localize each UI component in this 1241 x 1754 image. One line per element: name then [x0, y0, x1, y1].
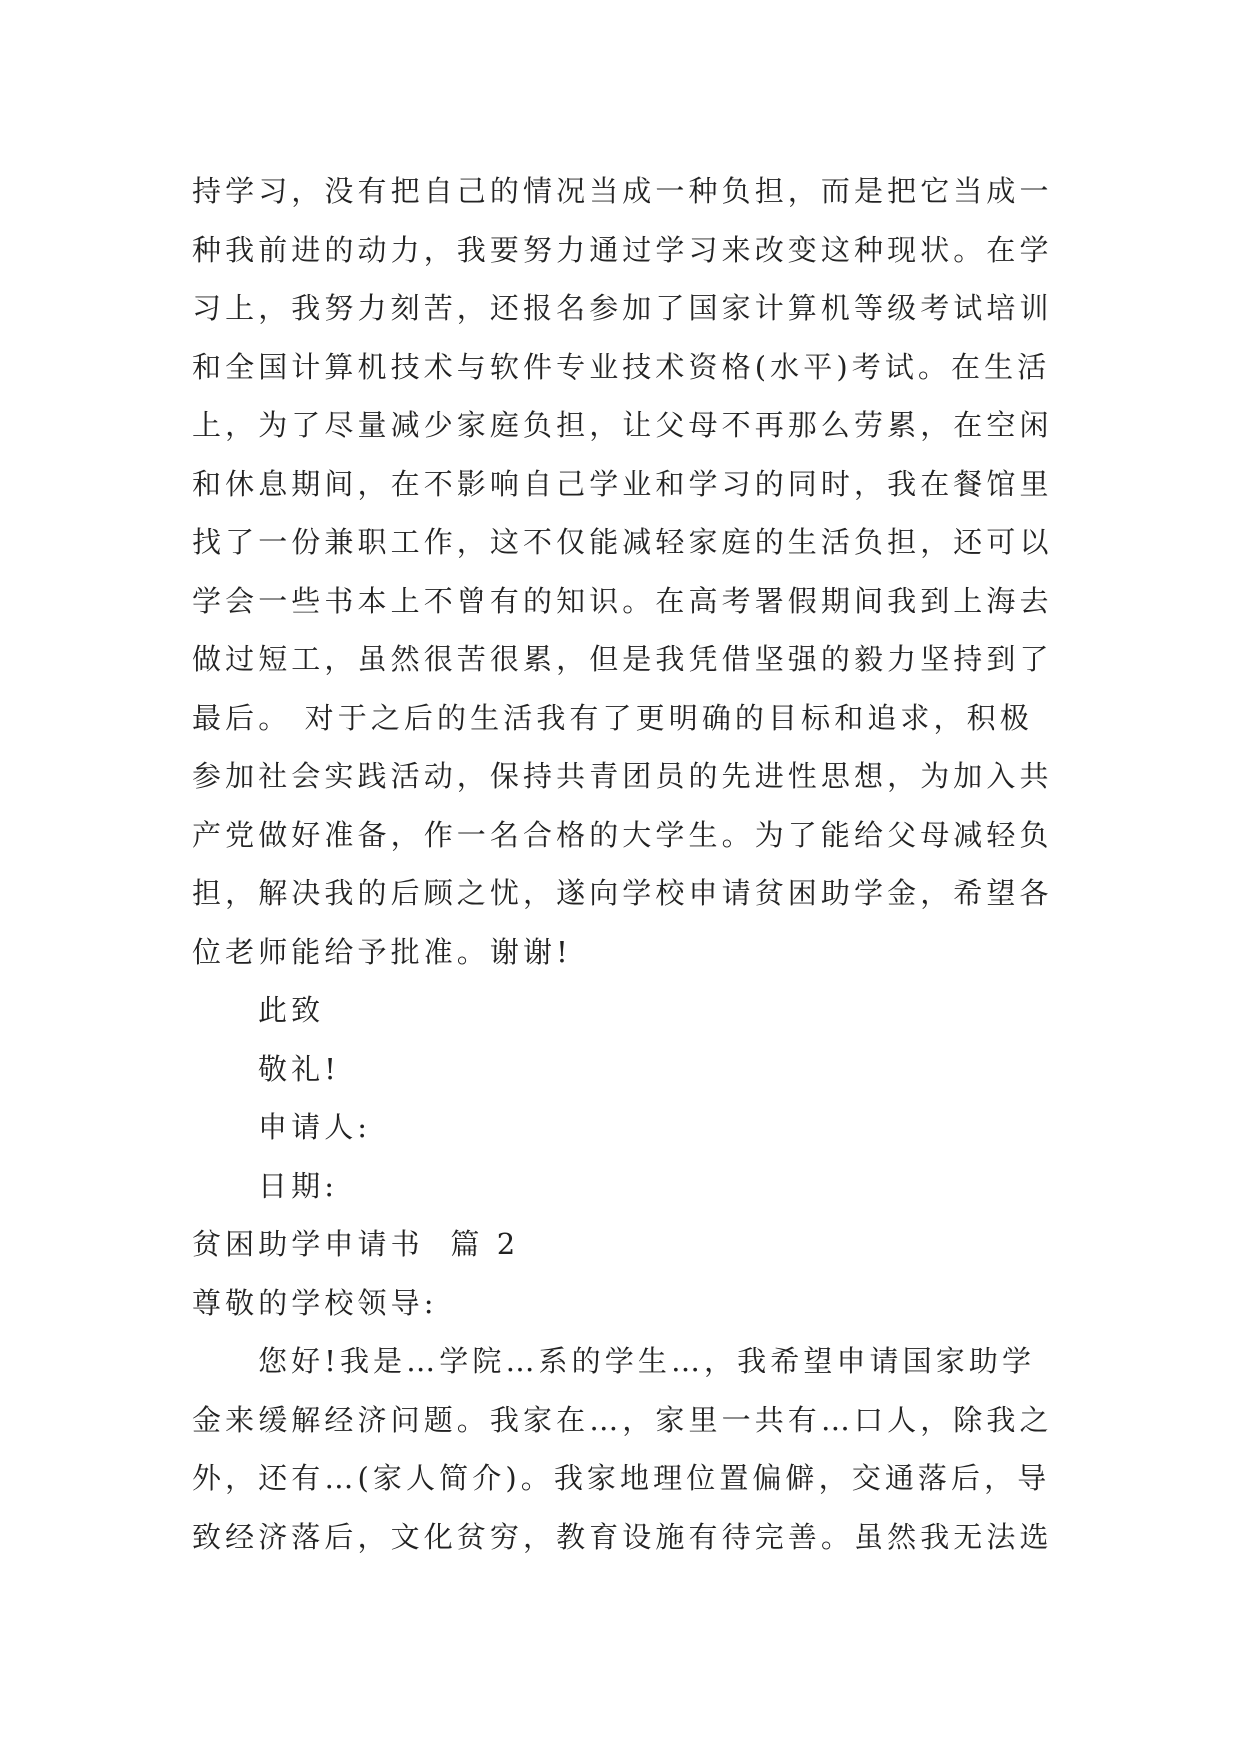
text-line: 致经济落后，文化贫穷，教育设施有待完善。虽然我无法选 [192, 1519, 1053, 1554]
text-line: 您好!我是…学院…系的学生…，我希望申请国家助学 [258, 1344, 1036, 1378]
text-line: 习上，我努力刻苦，还报名参加了国家计算机等级考试培训 [192, 291, 1053, 325]
salutation: 此致 [258, 993, 325, 1027]
text-line: 种我前进的动力，我要努力通过学习来改变这种现状。在学 [192, 232, 1053, 267]
paragraph-body [192, 162, 1062, 981]
date-label: 日期: [258, 1168, 339, 1203]
text-line: 和休息期间，在不影响自己学业和学习的同时，我在餐馆里 [192, 466, 1053, 501]
text-line: 找了一份兼职工作，这不仅能减轻家庭的生活负担，还可以 [192, 525, 1053, 559]
regards: 敬礼! [258, 1051, 340, 1086]
text-line: 最后。 对于之后的生活我有了更明确的目标和追求，积极 [192, 700, 1033, 735]
section-2 [192, 1215, 1062, 1566]
text-line: 持学习，没有把自己的情况当成一种负担，而是把它当成一 [192, 174, 1053, 208]
text-line: 金来缓解经济问题。我家在…，家里一共有…口人，除我之 [192, 1402, 1053, 1437]
text-line: 和全国计算机技术与软件专业技术资格(水平)考试。在生活 [192, 349, 1051, 384]
document-page [192, 162, 1062, 1566]
text-line: 参加社会实践活动，保持共青团员的先进性思想，为加入共 [192, 759, 1053, 793]
letter-closing [192, 981, 1062, 1215]
text-line: 外，还有…(家人简介)。我家地理位置偏僻，交通落后，导 [192, 1461, 1051, 1495]
text-line: 产党做好准备，作一名合格的大学生。为了能给父母减轻负 [192, 817, 1053, 852]
section-title: 贫困助学申请书 篇 2 [192, 1227, 520, 1261]
applicant-label: 申请人: [258, 1110, 372, 1144]
text-line: 上，为了尽量减少家庭负担，让父母不再那么劳累，在空闲 [192, 408, 1053, 442]
text-line: 做过短工，虽然很苦很累，但是我凭借坚强的毅力坚持到了 [192, 642, 1053, 676]
text-line: 学会一些书本上不曾有的知识。在高考署假期间我到上海去 [192, 583, 1053, 618]
text-line: 位老师能给予批准。谢谢! [192, 934, 572, 969]
greeting: 尊敬的学校领导: [192, 1285, 438, 1320]
text-line: 担，解决我的后顾之忧，遂向学校申请贫困助学金，希望各 [192, 876, 1053, 910]
